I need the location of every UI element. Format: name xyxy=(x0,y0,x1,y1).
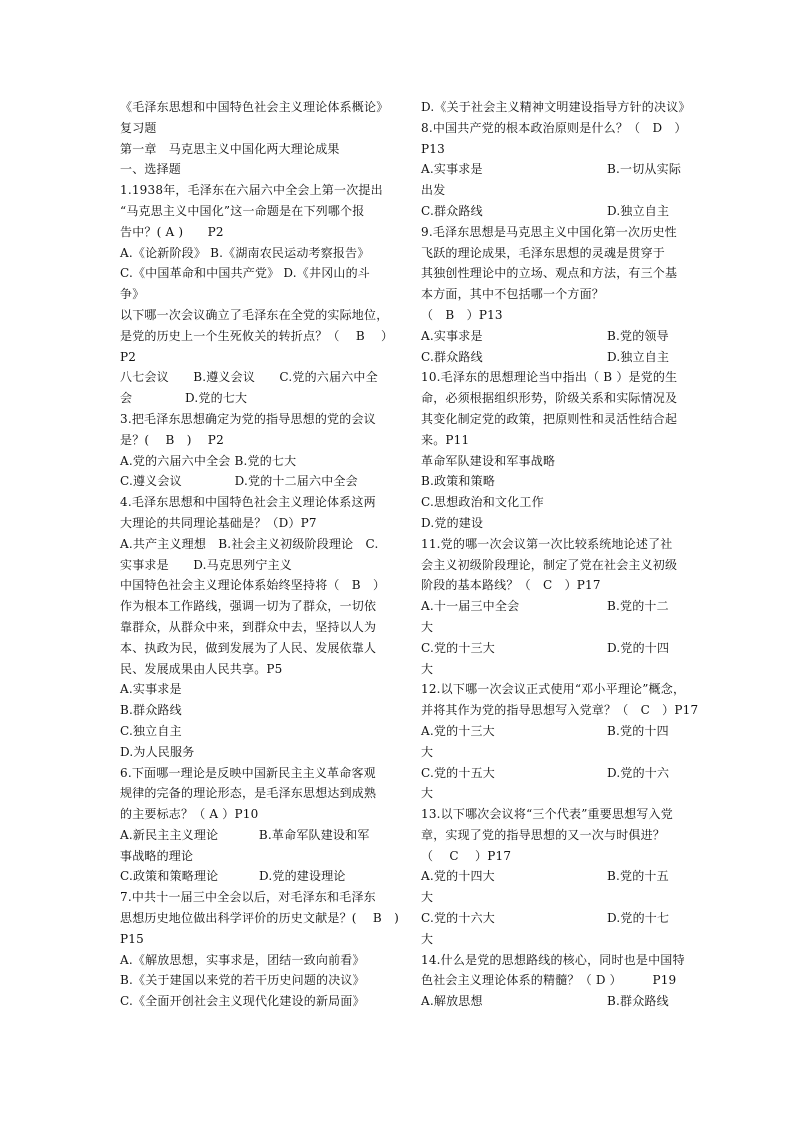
option-text: C.党的十六大 xyxy=(421,911,495,926)
text-line: C.政策和策略理论 D.党的建设理论 xyxy=(120,869,346,884)
text-line: 一、选择题 xyxy=(120,162,182,177)
text-line: 中国特色社会主义理论体系始终坚持将（ B ） xyxy=(120,578,386,593)
option-text: C.党的十三大 xyxy=(421,640,495,655)
option-text: C.群众路线 xyxy=(421,349,483,364)
text-line: “马克思主义中国化”这一命题是在下列哪个报 xyxy=(120,203,365,218)
text-line: P2 xyxy=(120,349,137,364)
text-line: 1.1938年，毛泽东在六届六中全会上第一次提出 xyxy=(120,183,383,198)
text-line: 6.下面哪一理论是反映中国新民主主义革命客观 xyxy=(120,765,376,780)
text-line: 大 xyxy=(421,931,434,946)
text-line: 7.中共十一届三中全会以后，对毛泽东和毛泽东 xyxy=(120,890,376,905)
text-line: B.《关于建国以来党的若干历史问题的决议》 xyxy=(120,973,365,988)
text-line: D.《关于社会主义精神文明建设指导方针的决议》 xyxy=(421,100,691,114)
text-line: 色社会主义理论体系的精髓？（ D ） P19 xyxy=(421,973,677,988)
text-line: 大 xyxy=(421,744,434,759)
text-line: 本、执政为民，做到发展为了人民、发展依靠人 xyxy=(120,640,377,655)
text-line: 大 xyxy=(421,890,434,905)
option-text: B.党的十四 xyxy=(607,723,669,738)
option-line xyxy=(421,866,683,887)
right-column xyxy=(421,97,699,1012)
text-line: 民、发展成果由人民共享。P5 xyxy=(120,661,283,676)
option-line xyxy=(421,991,683,1012)
option-text: B.群众路线 xyxy=(607,994,669,1009)
option-line xyxy=(421,596,683,617)
text-line: 《毛泽东思想和中国特色社会主义理论体系概论》 xyxy=(120,100,389,114)
text-line: C.独立自主 xyxy=(120,723,182,738)
text-line: 大理论的共同理论基础是？（D）P7 xyxy=(120,515,317,530)
option-text: D.独立自主 xyxy=(607,349,670,364)
option-line xyxy=(421,638,683,659)
text-line: 争》 xyxy=(120,287,145,302)
text-line: 本方面，其中不包括哪一个方面？ xyxy=(421,287,605,302)
text-line: 是？( B ) P2 xyxy=(120,432,224,447)
option-text: D.党的十六 xyxy=(607,765,670,780)
text-line: 作为根本工作路线，强调一切为了群众，一切依 xyxy=(120,599,377,614)
option-text: B.党的十二 xyxy=(607,599,669,614)
text-line: 的主要标志？（ A ）P10 xyxy=(120,807,259,822)
text-line: 并将其作为党的指导思想写入党章？（ C ）P17 xyxy=(421,703,699,718)
text-line: A.新民主主义理论 B.革命军队建设和军 xyxy=(120,827,370,842)
text-line: C.遵义会议 D.党的十二届六中全会 xyxy=(120,474,358,489)
text-line: A.《论新阶段》 B.《湖南农民运动考察报告》 xyxy=(120,245,370,260)
text-line: 复习题 xyxy=(120,120,157,135)
text-line: C.思想政治和文化工作 xyxy=(421,495,544,510)
option-text: A.十一届三中全会 xyxy=(421,599,520,614)
text-line: A.《解放思想，实事求是，团结一致向前看》 xyxy=(120,952,365,967)
text-line: 8.中国共产党的根本政治原则是什么？（ D ） xyxy=(421,120,687,135)
option-text: B.党的十五 xyxy=(607,869,669,884)
text-line: 八七会议 B.遵义会议 C.党的六届六中全 xyxy=(120,370,378,385)
option-text: D.独立自主 xyxy=(607,203,670,218)
option-text: C.群众路线 xyxy=(421,203,483,218)
text-line: 大 xyxy=(421,661,434,676)
text-line: C.《中国革命和中国共产党》 D.《井冈山的斗 xyxy=(120,266,370,281)
text-line: 事战略的理论 xyxy=(120,848,194,863)
text-line: 革命军队建设和军事战略 xyxy=(421,453,556,468)
option-line xyxy=(421,908,683,929)
text-line: 飞跃的理论成果，毛泽东思想的灵魂是贯穿于 xyxy=(421,245,666,260)
text-line: 命，必须根据组织形势，阶级关系和实际情况及 xyxy=(421,391,678,406)
option-text: D.党的十七 xyxy=(607,911,670,926)
text-line: A.实事求是 xyxy=(120,682,182,697)
text-line: 告中？( A ) P2 xyxy=(120,224,224,239)
text-line: 9.毛泽东思想是马克思主义中国化第一次历史性 xyxy=(421,224,677,239)
text-line: 靠群众，从群众中来，到群众中去，坚持以人为 xyxy=(120,619,377,634)
option-text: B.党的领导 xyxy=(607,328,669,343)
text-line: （ C ）P17 xyxy=(421,848,512,863)
text-line: 11.党的哪一次会议第一次比较系统地论述了社 xyxy=(421,536,673,551)
text-line: A.共产主义理想 B.社会主义初级阶段理论 C. xyxy=(120,536,379,551)
text-line: 出发 xyxy=(421,183,446,198)
text-line: 13.以下哪次会议将“三个代表”重要思想写入党 xyxy=(421,807,673,822)
text-line: 以下哪一次会议确立了毛泽东在全党的实际地位， xyxy=(120,307,389,322)
text-line: A.党的六届六中全会 B.党的七大 xyxy=(120,453,297,468)
option-text: D.党的十四 xyxy=(607,640,670,655)
text-line: 3.把毛泽东思想确定为党的指导思想的党的会议 xyxy=(120,411,376,426)
option-text: A.党的十四大 xyxy=(421,869,495,884)
text-line: 第一章 马克思主义中国化两大理论成果 xyxy=(120,141,340,156)
text-line: D.为人民服务 xyxy=(120,744,195,759)
text-line: 大 xyxy=(421,786,434,801)
option-text: A.解放思想 xyxy=(421,994,483,1009)
text-line: C.《全面开创社会主义现代化建设的新局面》 xyxy=(120,994,365,1009)
text-line: D.党的建设 xyxy=(421,515,484,530)
text-line: 会 D.党的七大 xyxy=(120,391,248,406)
option-text: C.党的十五大 xyxy=(421,765,495,780)
text-line: 会主义初级阶段理论，制定了党在社会主义初级 xyxy=(421,557,678,572)
text-line: （ B ）P13 xyxy=(421,307,503,322)
option-line xyxy=(421,326,683,347)
option-text: A.实事求是 xyxy=(421,328,483,343)
text-line: 阶段的基本路线？（ C ）P17 xyxy=(421,578,601,593)
option-text: A.党的十三大 xyxy=(421,723,495,738)
left-column xyxy=(120,97,399,1012)
text-line: 10.毛泽东的思想理论当中指出（ B ）是党的生 xyxy=(421,370,678,385)
option-line xyxy=(421,347,683,368)
text-line: 规律的完备的理论形态，是毛泽东思想达到成熟 xyxy=(120,786,377,801)
text-line: 章，实现了党的指导思想的又一次与时俱进？ xyxy=(421,827,666,842)
text-line: 其变化制定党的政策，把原则性和灵活性结合起 xyxy=(421,411,678,426)
option-line xyxy=(421,721,683,742)
text-line: 来。P11 xyxy=(421,432,470,447)
option-line xyxy=(421,763,683,784)
text-line: 14.什么是党的思想路线的核心，同时也是中国特 xyxy=(421,952,685,967)
text-line: 是党的历史上一个生死攸关的转折点？（ B ） xyxy=(120,328,394,343)
text-line: B.政策和策略 xyxy=(421,474,496,489)
text-line: 12.以下哪一次会议正式使用“邓小平理论”概念， xyxy=(421,682,686,697)
text-line: 4.毛泽东思想和中国特色社会主义理论体系这两 xyxy=(120,495,376,510)
text-line: 思想历史地位做出科学评价的历史文献是？( B ) xyxy=(120,911,399,926)
text-line: 其独创性理论中的立场、观点和方法，有三个基 xyxy=(421,266,678,281)
text-line: 大 xyxy=(421,619,434,634)
option-text: A.实事求是 xyxy=(421,162,483,177)
option-line xyxy=(421,201,683,222)
text-line: P13 xyxy=(421,141,445,156)
text-line: P15 xyxy=(120,931,144,946)
text-line: 实事求是 D.马克思列宁主义 xyxy=(120,557,293,572)
option-line xyxy=(421,159,683,180)
text-line: B.群众路线 xyxy=(120,703,182,718)
option-text: B.一切从实际 xyxy=(607,162,682,177)
